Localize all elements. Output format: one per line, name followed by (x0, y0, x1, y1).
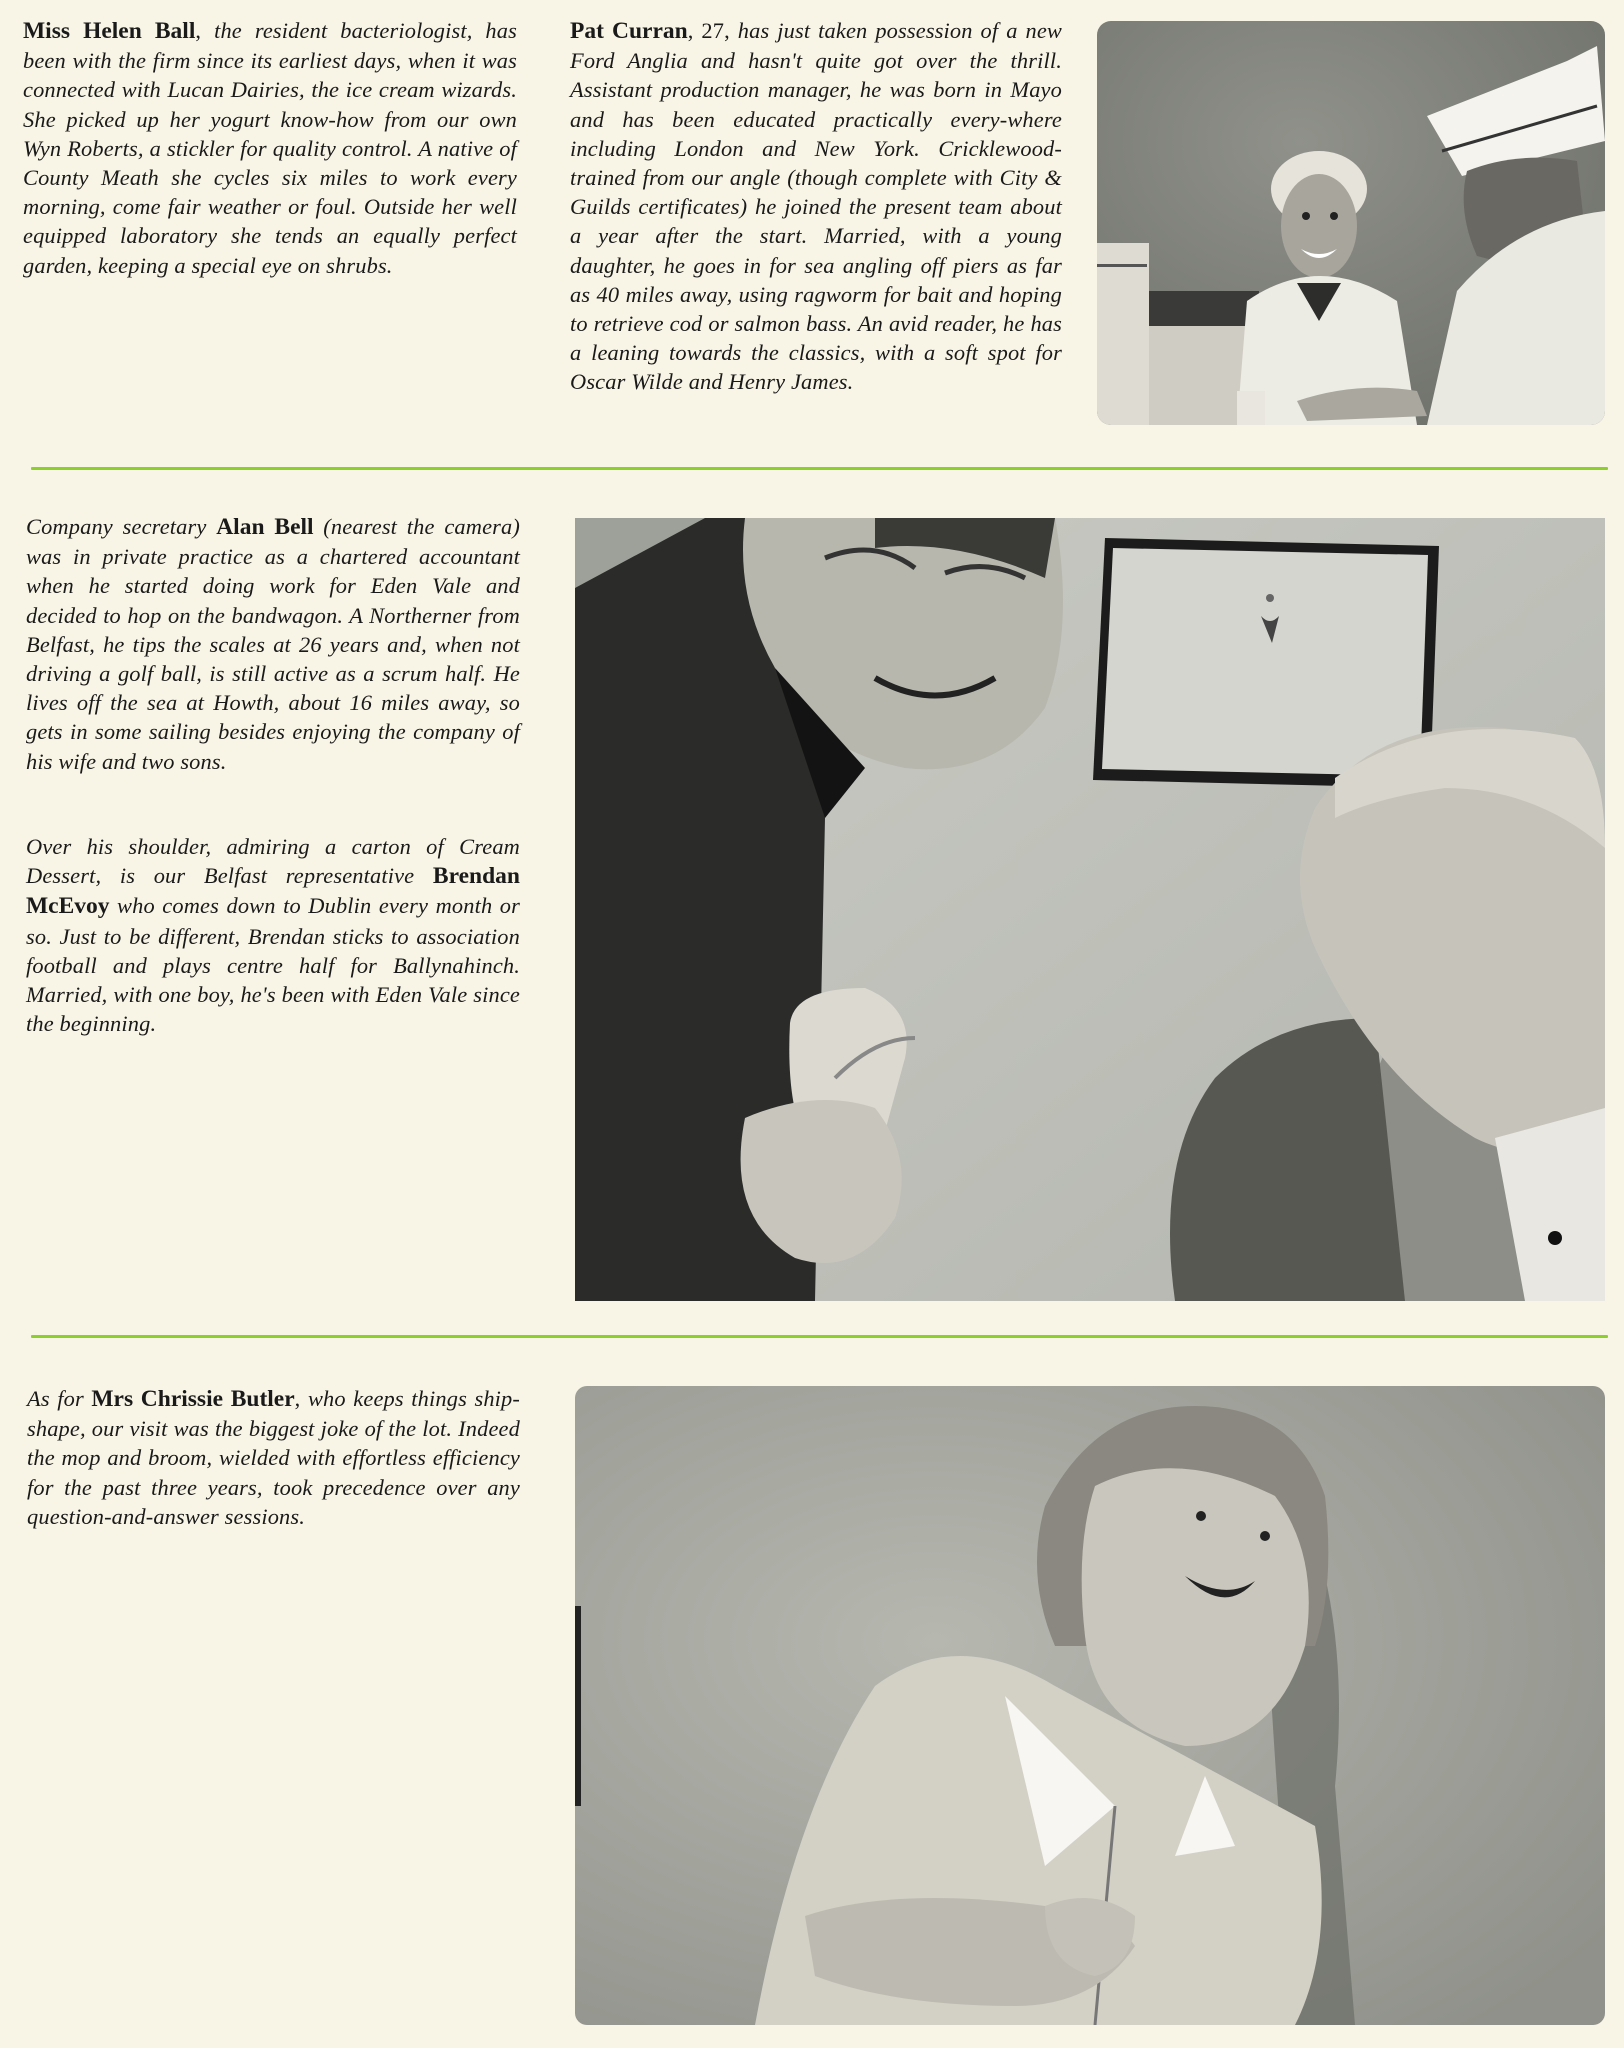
profile-name: Mrs Chrissie Butler (91, 1386, 295, 1412)
cleaner-photo-image (575, 1386, 1605, 2025)
profile-pat-curran: Pat Curran, 27, has just taken possession of a new Ford Anglia and hasn't quite got over the thrill. Assistant production manager, he was born in Mayo and has been educated practically every-where including London and New York. Cricklewood-trained from our angle (though complete with City & Guilds certificates) he joined the present team about a year after the start. Married, with a young daughter, he goes in for sea angling off piers as far as 40 miles away, using ragworm for bait and hoping to retrieve cod or salmon bass. An avid reader, he has a leaning towards the classics, with a soft spot for Oscar Wilde and Henry James. (570, 18, 1062, 395)
section-divider (31, 1335, 1608, 1338)
profile-text: the resident bacteriologist, has been with the firm since its earliest days, when it was connected with Lucan Dairies, the ice cream wizards. She picked up her yogurt know-how from our own Wyn Roberts, a stickler for quality control. A native of County Meath she cycles six miles to work every morning, come fair weather or foul. Outside her well equipped laboratory she tends an equally perfect garden, keeping a special eye on shrubs. (23, 18, 517, 278)
profile-alan-bell: Company secretary Alan Bell (nearest the camera) was in private practice as a chartered accountant when he started doing work for Eden Vale and decided to hop on the bandwagon. A Northerner from Belfast, he tips the scales at 26 years and, when not driving a golf ball, is still active as a scrum half. He lives off the sea at Howth, about 16 miles away, so gets in some sailing besides enjoying the company of his wife and two sons. (26, 514, 520, 774)
profile-brendan-mcevoy: Over his shoulder, admiring a carton of Cream Dessert, is our Belfast representative Brendan McEvoy who comes down to Dublin every month or so. Just to be different, Brendan sticks to association football and plays centre half for Ballynahinch. Married, with one boy, he's been with Eden Vale since the beginning. (26, 834, 520, 1037)
profile-name: Brendan McEvoy (26, 863, 520, 920)
lab-photo-image (1097, 21, 1605, 425)
photo-helen-ball-pat-curran (1097, 21, 1605, 425)
profile-name: Pat Curran (570, 18, 688, 44)
photo-chrissie-butler (575, 1386, 1605, 2025)
office-photo-image (575, 518, 1605, 1301)
profile-text: has just taken possession of a new Ford Anglia and hasn't quite got over the thrill. Assistant production manager, he was born in Mayo and has been educated practically every-where including London and New York. Cricklewood-trained from our angle (though complete with City & Guilds certificates) he joined the present team about a year after the start. Married, with a young daughter, he goes in for sea angling off piers as far as 40 miles away, using ragworm for bait and hoping to retrieve cod or salmon bass. An avid reader, he has a leaning towards the classics, with a soft spot for Oscar Wilde and Henry James. (570, 18, 1062, 395)
profile-chrissie-butler: As for Mrs Chrissie Butler, who keeps things ship-shape, our visit was the biggest joke of the lot. Indeed the mop and broom, wielded with effortless efficiency for the past three years, took precedence over any question-and-answer sessions. (27, 1386, 521, 1529)
photo-alan-bell-brendan-mcevoy (575, 518, 1605, 1301)
profile-text: (nearest the camera) was in private practice as a chartered accountant when he started doing work for Eden Vale and decided to hop on the bandwagon. A Northerner from Belfast, he tips the scales at 26 years and, when not driving a golf ball, is still active as a scrum half. He lives off the sea at Howth, about 16 miles away, so gets in some sailing besides enjoying the company of his wife and two sons. (26, 514, 520, 774)
section-divider (31, 467, 1608, 470)
profile-text: who keeps things ship-shape, our visit was the biggest joke of the lot. Indeed the mop and broom, wielded with effortless efficiency for the past three years, took precedence over any question-and-answer sessions. (27, 1386, 521, 1529)
profile-name: Miss Helen Ball (23, 18, 196, 44)
profile-name: Alan Bell (216, 514, 314, 540)
profile-text: who comes down to Dublin every month or so. Just to be different, Brendan sticks to association football and plays centre half for Ballynahinch. Married, with one boy, he's been with Eden Vale since the beginning. (26, 893, 520, 1037)
profile-helen-ball: Miss Helen Ball, the resident bacteriologist, has been with the firm since its earliest days, when it was connected with Lucan Dairies, the ice cream wizards. She picked up her yogurt know-how from our own Wyn Roberts, a stickler for quality control. A native of County Meath she cycles six miles to work every morning, come fair weather or foul. Outside her well equipped laboratory she tends an equally perfect garden, keeping a special eye on shrubs. (23, 18, 517, 278)
